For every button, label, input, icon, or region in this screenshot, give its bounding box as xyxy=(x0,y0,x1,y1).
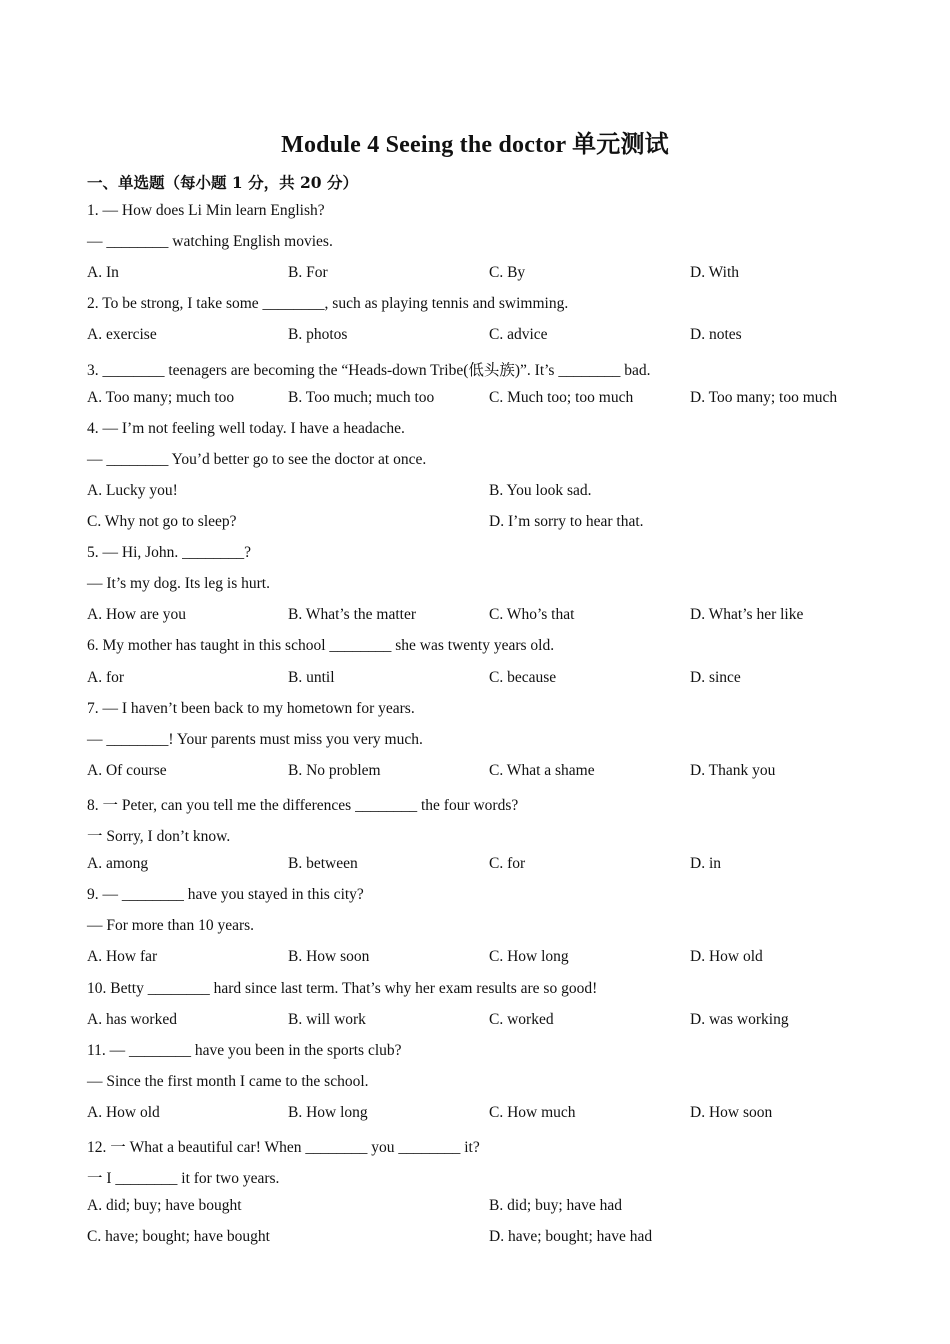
option-c: C. have; bought; have bought xyxy=(87,1228,270,1246)
option-c: C. How much xyxy=(489,1103,576,1121)
question-response-line: — It’s my dog. Its leg is hurt. xyxy=(87,575,270,593)
question-stem: 4. — I’m not feeling well today. I have a headache. xyxy=(87,419,405,437)
option-b: B. What’s the matter xyxy=(288,606,416,624)
question-stem: 10. Betty ________ hard since last term. That’s why her exam results are so good! xyxy=(87,979,598,997)
option-a: A. did; buy; have bought xyxy=(87,1197,242,1215)
option-d: D. notes xyxy=(690,326,742,344)
option-a: A. Too many; much too xyxy=(87,388,235,406)
option-a: A. How far xyxy=(87,948,158,966)
option-c: C. How long xyxy=(489,948,569,966)
option-a: A. exercise xyxy=(87,326,157,344)
question-response-line: — ________ watching English movies. xyxy=(87,233,333,251)
option-b: B. between xyxy=(288,855,358,873)
option-b: B. photos xyxy=(288,326,348,344)
section-heading: 一、单选题（每小题 1 分，共 20 分） xyxy=(87,173,358,192)
question-stem: 11. — ________ have you been in the sports club? xyxy=(87,1041,402,1059)
option-b: B. will work xyxy=(288,1010,366,1028)
option-c: C. advice xyxy=(489,326,548,344)
question-stem: 1. — How does Li Min learn English? xyxy=(87,202,325,219)
option-d: D. What’s her like xyxy=(690,606,804,624)
option-b: B. No problem xyxy=(288,761,381,779)
option-b: B. You look sad. xyxy=(489,481,592,499)
option-b: B. How long xyxy=(288,1103,368,1121)
option-c: C. Why not go to sleep? xyxy=(87,513,237,530)
question-response-line: — ________ You’d better go to see the doctor at once. xyxy=(87,450,427,468)
option-d: D. have; bought; have had xyxy=(489,1228,653,1246)
question-response-line: — ________! Your parents must miss you very much. xyxy=(87,730,423,748)
option-c: C. Much too; too much xyxy=(489,388,634,406)
option-a: A. for xyxy=(87,668,125,686)
option-d: D. I’m sorry to hear that. xyxy=(489,513,644,530)
question-response-line: 一 Sorry, I don’t know. xyxy=(87,828,231,845)
option-c: C. worked xyxy=(489,1010,554,1028)
option-c: C. By xyxy=(489,264,526,282)
question-response-line: 一 I ________ it for two years. xyxy=(87,1170,280,1188)
option-d: D. in xyxy=(690,855,721,873)
option-d: D. How old xyxy=(690,948,763,966)
option-c: C. for xyxy=(489,855,526,873)
question-stem: 8. 一 Peter, can you tell me the differences ________ the four words? xyxy=(87,796,519,814)
option-b: B. For xyxy=(288,264,328,282)
option-d: D. Too many; too much xyxy=(690,388,838,406)
option-a: A. has worked xyxy=(87,1010,177,1028)
option-d: D. since xyxy=(690,668,741,686)
option-c: C. What a shame xyxy=(489,761,595,779)
option-b: B. until xyxy=(288,668,335,686)
question-stem: 9. — ________ have you stayed in this city? xyxy=(87,886,364,904)
question-response-line: — For more than 10 years. xyxy=(87,917,255,935)
page-title: Module 4 Seeing the doctor 单元测试 xyxy=(281,132,669,158)
question-response-line: — Since the first month I came to the school. xyxy=(87,1072,369,1090)
option-d: D. With xyxy=(690,264,740,282)
option-a: A. In xyxy=(87,264,119,282)
option-a: A. How are you xyxy=(87,606,187,624)
option-b: B. Too much; much too xyxy=(288,388,435,406)
option-c: C. because xyxy=(489,668,557,686)
question-stem: 7. — I haven’t been back to my hometown for years. xyxy=(87,699,415,717)
question-stem: 3. ________ teenagers are becoming the “Heads-down Tribe(低头族)”. It’s ________ bad. xyxy=(87,361,651,379)
question-stem: 2. To be strong, I take some ________, such as playing tennis and swimming. xyxy=(87,295,569,313)
option-c: C. Who’s that xyxy=(489,606,575,624)
option-b: B. How soon xyxy=(288,948,370,966)
option-a: A. Of course xyxy=(87,761,167,779)
option-a: A. How old xyxy=(87,1103,160,1121)
question-stem: 5. — Hi, John. ________? xyxy=(87,544,252,562)
option-a: A. among xyxy=(87,855,149,873)
option-b: B. did; buy; have had xyxy=(489,1197,623,1215)
option-d: D. was working xyxy=(690,1010,789,1028)
question-stem: 6. My mother has taught in this school ________ she was twenty years old. xyxy=(87,637,555,655)
option-a: A. Lucky you! xyxy=(87,481,178,499)
option-d: D. How soon xyxy=(690,1103,773,1121)
question-stem: 12. 一 What a beautiful car! When ________ you ________ it? xyxy=(87,1139,480,1156)
option-d: D. Thank you xyxy=(690,761,776,779)
